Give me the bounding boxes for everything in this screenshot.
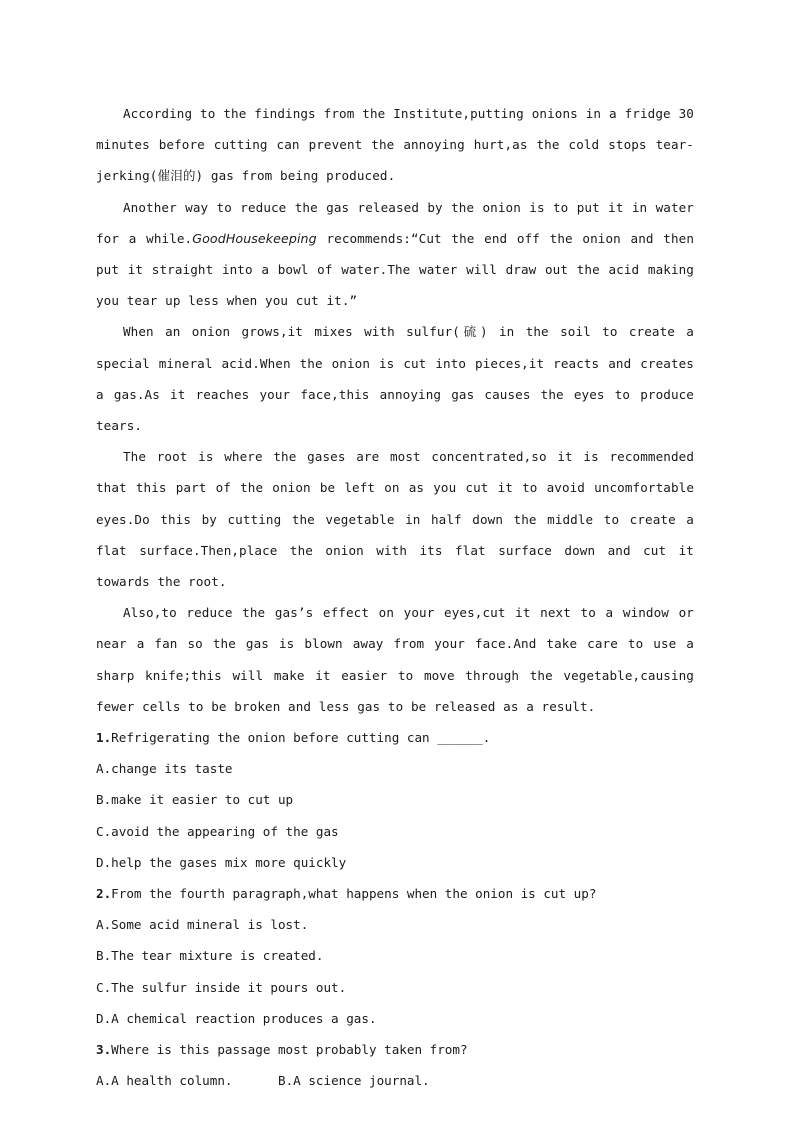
question-1-option-d: D.help the gases mix more quickly (96, 854, 347, 870)
question-2-stem (96, 878, 694, 909)
question-2-text: From the fourth paragraph,what happens when the onion is cut up? (111, 886, 597, 902)
question-3-option-b: B.A science journal. (278, 1073, 430, 1089)
question-3-number: 3. (96, 1042, 112, 1058)
paragraph-2-text-end: recommends:“Cut the end off the onion and then put it straight into a bowl of water.The water will draw out the acid making you tear up less when you cut it.” (96, 230, 695, 309)
question-1-text: Refrigerating the onion before cutting can ______. (111, 730, 491, 746)
question-2-option-a: A.Some acid mineral is lost. (96, 917, 309, 933)
magazine-name: GoodHousekeeping (192, 230, 317, 246)
document-content (96, 98, 694, 1097)
passage-paragraph-2 (96, 192, 694, 317)
passage-paragraph-3: When an onion grows,it mixes with sulfur(硫) in the soil to create a special mineral acid.When the onion is cut into pieces,it reacts and creates a gas.As it reaches your face,this annoying gas causes the eyes to produce tears. (96, 324, 694, 434)
question-1-option-a: A.change its taste (96, 761, 233, 777)
question-2-option-b: B.The tear mixture is created. (96, 948, 324, 964)
question-1-option-c: C.avoid the appearing of the gas (96, 823, 339, 839)
question-1-option-b: B.make it easier to cut up (96, 792, 294, 808)
question-3-options-row (96, 1065, 694, 1096)
passage-paragraph-4: The root is where the gases are most concentrated,so it is recommended that this part of the onion be left on as you cut it to avoid uncomfortable eyes.Do this by cutting the vegetable in half down the middle to create a flat surface.Then,place the onion with its flat surface down and cut it towards the root. (96, 449, 694, 590)
question-3-option-a: A.A health column. (96, 1073, 233, 1089)
question-3-text: Where is this passage most probably taken from? (111, 1042, 468, 1058)
passage-paragraph-1: According to the findings from the Institute,putting onions in a fridge 30 minutes before cutting can prevent the annoying hurt,as the cold stops tear-jerking(催泪的) gas from being produced. (96, 106, 694, 184)
question-2-number: 2. (96, 886, 112, 902)
paragraph-2-text-start: Another way to reduce the gas released by the onion is to put it in water for a while. (96, 199, 694, 246)
question-2-option-d: D.A chemical reaction produces a gas. (96, 1010, 377, 1026)
question-1-number: 1. (96, 730, 112, 746)
question-3-stem (96, 1034, 694, 1065)
question-2-option-c: C.The sulfur inside it pours out. (96, 979, 347, 995)
question-1-stem (96, 722, 694, 753)
passage-paragraph-5: Also,to reduce the gas’s effect on your eyes,cut it next to a window or near a fan so the gas is blown away from your face.And take care to use a sharp knife;this will make it easier to move through the vegetable,causing fewer cells to be broken and less gas to be released as a result. (96, 605, 694, 714)
